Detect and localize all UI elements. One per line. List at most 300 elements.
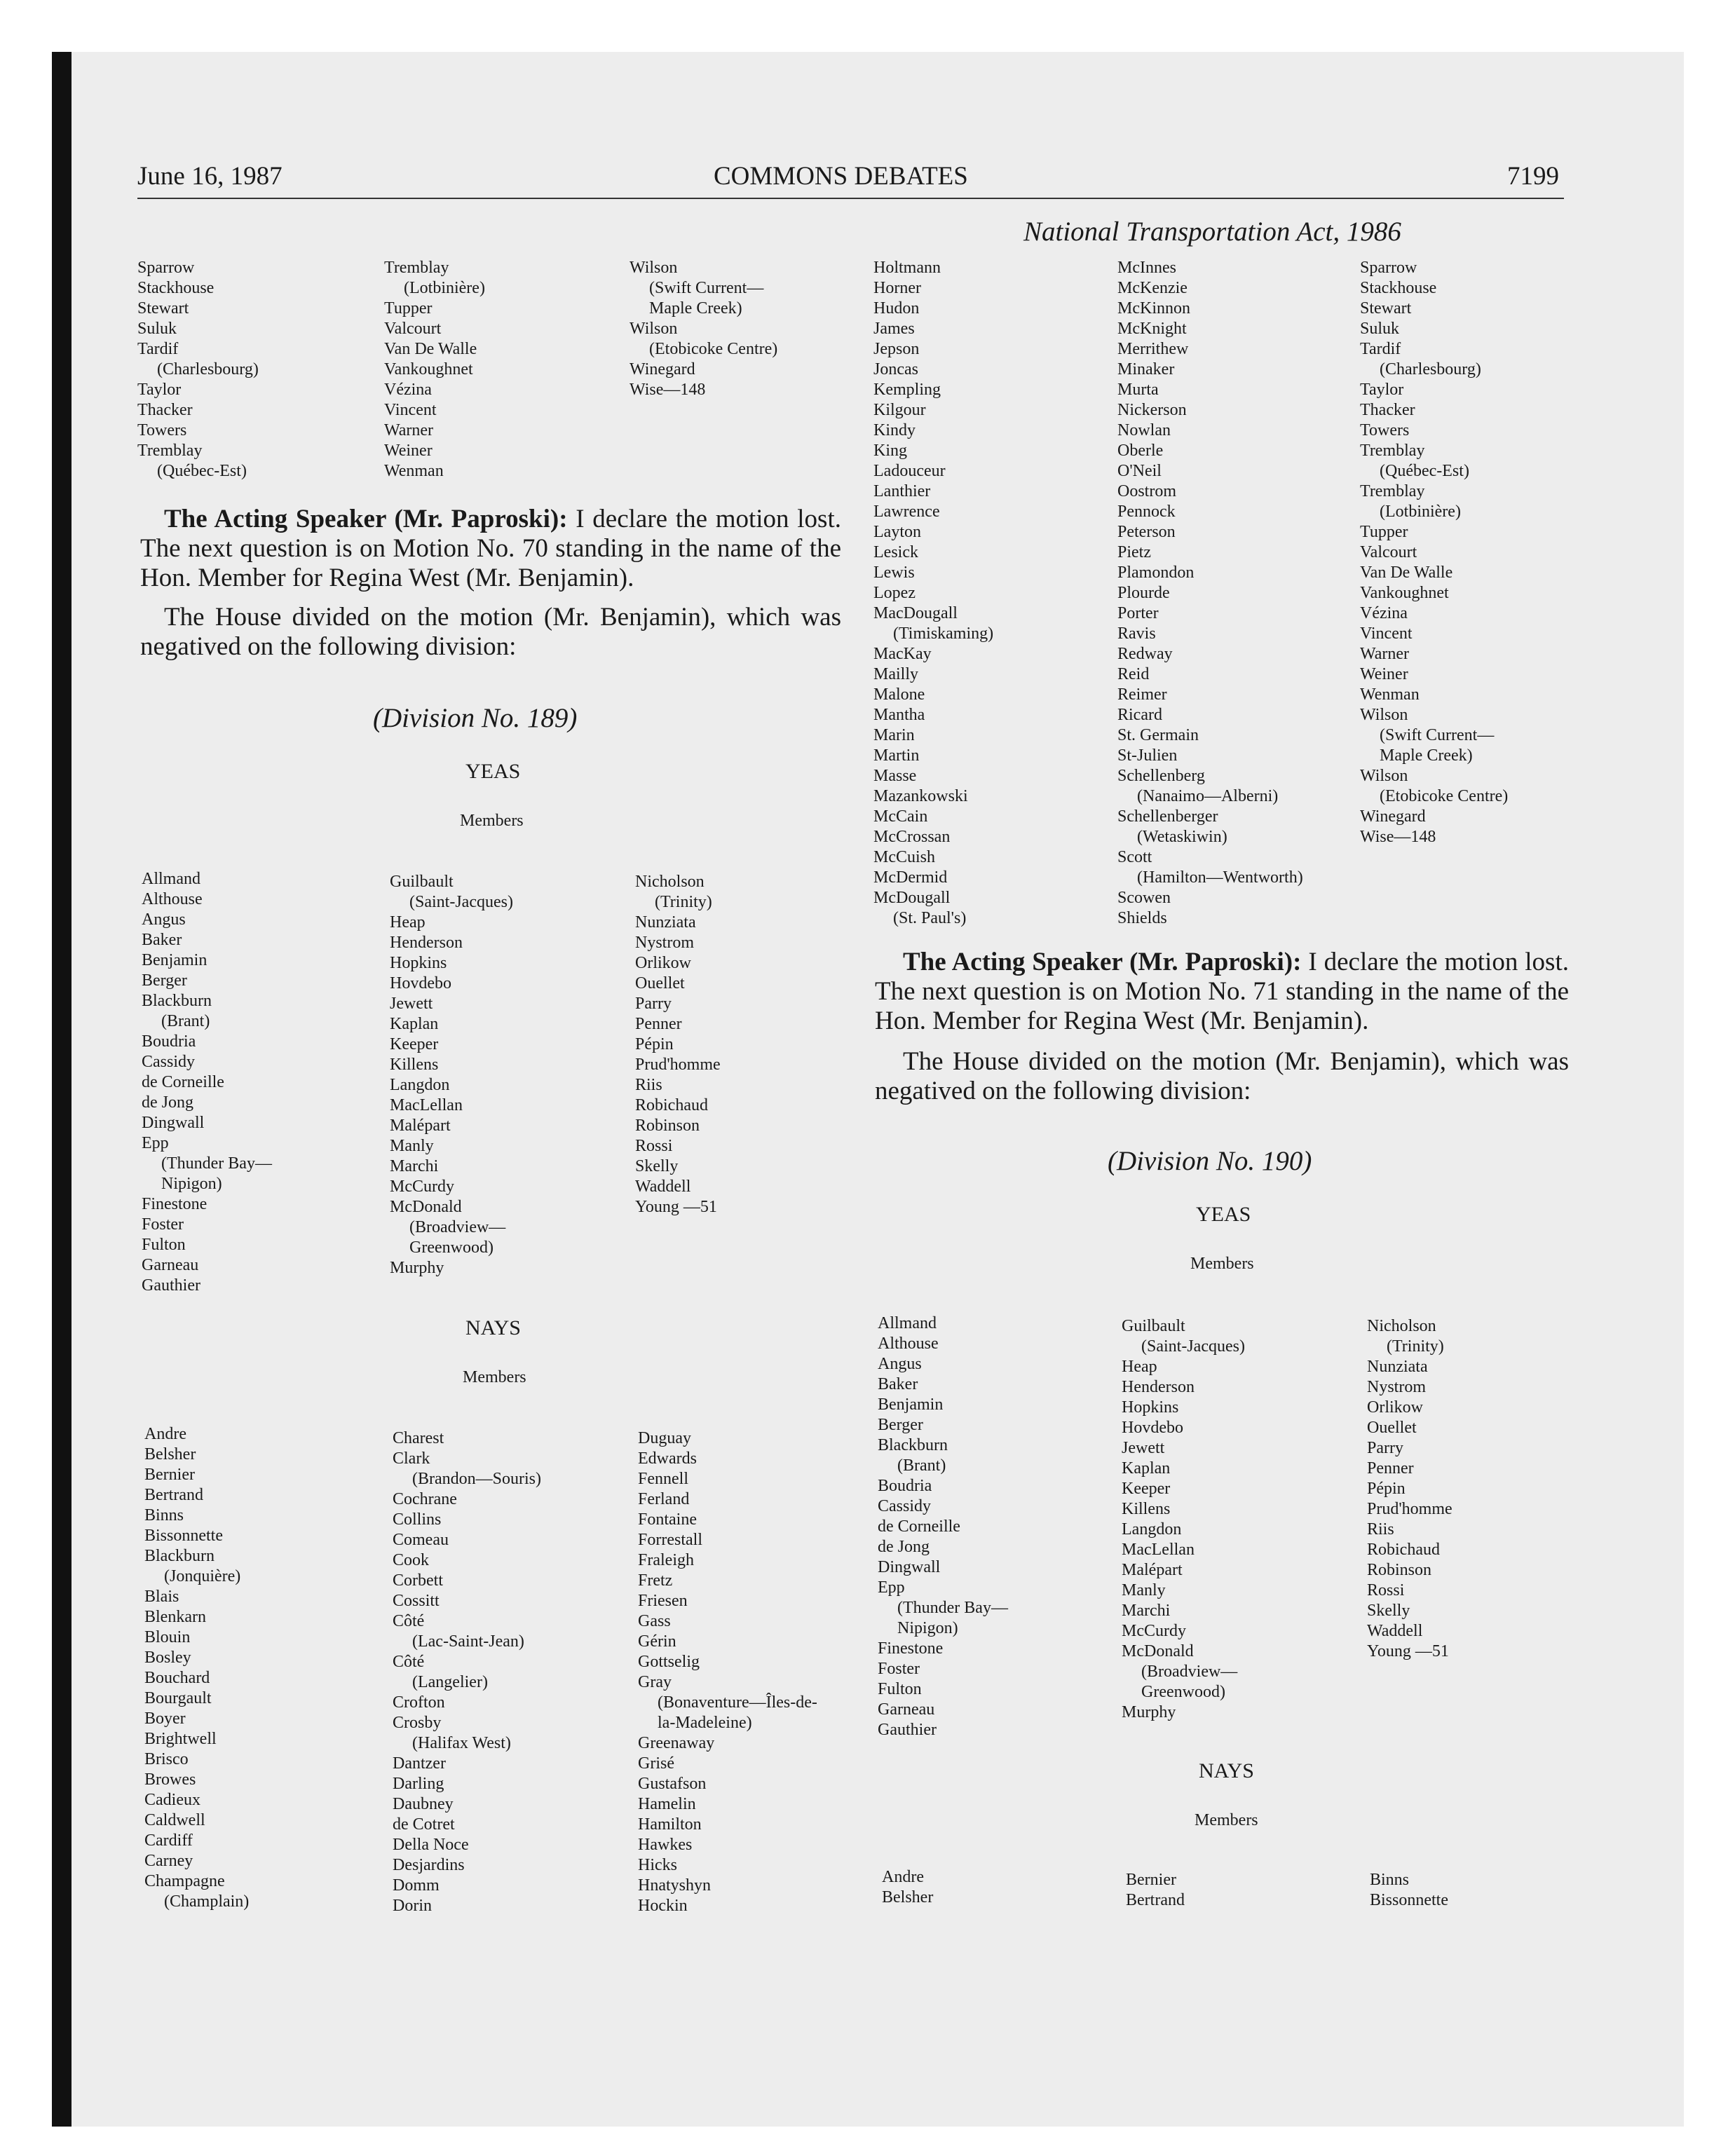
member-name: Gray (638, 1673, 672, 1691)
right-yeas-col-2 (1122, 1316, 1245, 1723)
member-name: Hockin (638, 1897, 688, 1915)
member-name: (Charlesbourg) (1380, 360, 1481, 378)
member-name: (Brant) (161, 1012, 210, 1030)
member-name: Fennell (638, 1470, 688, 1488)
member-name: Brisco (144, 1750, 189, 1768)
member-name: Ladouceur (873, 462, 946, 480)
member-name: (Broadview— (409, 1218, 506, 1236)
member-name: Tremblay (1360, 482, 1425, 500)
member-name: Cochrane (393, 1490, 457, 1508)
member-name: de Jong (878, 1538, 930, 1556)
member-name: MacLellan (1122, 1541, 1195, 1559)
member-name: Manly (1122, 1581, 1166, 1599)
member-name: Wilson (630, 259, 678, 277)
member-name: Riis (635, 1076, 662, 1094)
member-name: Garneau (142, 1256, 199, 1274)
member-name: (Halifax West) (412, 1734, 511, 1752)
member-name: Winegard (1360, 807, 1426, 826)
member-name: Blackburn (142, 992, 212, 1010)
member-name: Parry (1367, 1439, 1403, 1457)
member-name: Wilson (1360, 706, 1408, 724)
member-name: (Swift Current— (1380, 726, 1495, 744)
member-name: (Etobicoke Centre) (1380, 787, 1509, 805)
member-name: Benjamin (878, 1396, 944, 1414)
member-name: Hawkes (638, 1836, 693, 1854)
member-name: Cardiff (144, 1831, 193, 1850)
member-name: Tremblay (137, 442, 203, 460)
member-name: (Charlesbourg) (157, 360, 259, 378)
left-nays-col-3 (638, 1428, 817, 1916)
member-name: Lawrence (873, 503, 940, 521)
member-name: Nicholson (1367, 1317, 1436, 1335)
member-name: Brightwell (144, 1730, 217, 1748)
member-name: Maple Creek) (1380, 746, 1473, 765)
member-name: Marin (873, 726, 915, 744)
member-name: Hopkins (1122, 1398, 1179, 1417)
member-name: Holtmann (873, 259, 941, 277)
member-name: Cadieux (144, 1791, 200, 1809)
member-name: Nystrom (1367, 1378, 1426, 1396)
right-yeas-col-1 (878, 1314, 1008, 1740)
member-name: Rossi (635, 1137, 673, 1155)
member-name: Belsher (144, 1445, 196, 1464)
member-name: Vincent (384, 401, 437, 419)
member-name: Foster (878, 1660, 920, 1678)
member-name: Robichaud (635, 1096, 708, 1114)
member-name: Charest (393, 1429, 444, 1447)
member-name: Baker (142, 931, 182, 949)
member-name: Allmand (878, 1314, 937, 1332)
scan-edge-bar (52, 52, 72, 2127)
member-name: Hovdebo (1122, 1419, 1183, 1437)
member-name: Edwards (638, 1449, 697, 1468)
left-yeas-members-label: Members (460, 812, 524, 830)
member-name: St. Germain (1117, 726, 1199, 744)
member-name: MacKay (873, 645, 932, 663)
member-name: Althouse (142, 890, 203, 908)
member-name: Bertrand (144, 1486, 203, 1504)
member-name: Suluk (137, 320, 177, 338)
member-name: (Saint-Jacques) (1141, 1337, 1245, 1356)
member-name: (Trinity) (655, 893, 712, 911)
member-name: Guilbault (390, 873, 454, 891)
member-name: Schellenberg (1117, 767, 1205, 785)
left-yeas-col-3 (635, 872, 721, 1217)
member-name: Grisé (638, 1754, 674, 1773)
member-name: Towers (137, 421, 187, 439)
member-name: MacLellan (390, 1096, 463, 1114)
member-name: Plourde (1117, 584, 1170, 602)
member-name: Fontaine (638, 1510, 697, 1529)
left-yeas-col-1 (142, 869, 272, 1296)
member-name: Angus (878, 1355, 922, 1373)
member-name: Kaplan (1122, 1459, 1171, 1478)
member-name: Friesen (638, 1592, 688, 1610)
member-name: Caldwell (144, 1811, 205, 1829)
member-name: Gauthier (142, 1276, 200, 1295)
member-name: Belsher (882, 1888, 934, 1906)
member-name: Vankoughnet (1360, 584, 1449, 602)
member-name: Wise—148 (630, 381, 706, 399)
member-name: Martin (873, 746, 920, 765)
member-name: Bouchard (144, 1669, 210, 1687)
member-name: (Timiskaming) (893, 625, 994, 643)
member-name: Cook (393, 1551, 430, 1569)
member-name: Lesick (873, 543, 918, 561)
member-name: Peterson (1117, 523, 1176, 541)
member-name: Fretz (638, 1571, 673, 1590)
member-name: Henderson (390, 934, 463, 952)
member-name: Desjardins (393, 1856, 465, 1874)
right-nays-col-3 (1370, 1870, 1448, 1911)
member-name: Robichaud (1367, 1541, 1440, 1559)
member-name: de Corneille (878, 1517, 960, 1536)
right-top-nays-col-1 (873, 258, 993, 929)
member-name: Ferland (638, 1490, 690, 1508)
member-name: McCurdy (1122, 1622, 1186, 1640)
member-name: Penner (1367, 1459, 1414, 1478)
member-name: Tremblay (384, 259, 449, 277)
member-name: Côté (393, 1653, 425, 1671)
member-name: Young —51 (1367, 1642, 1449, 1660)
member-name: Pépin (635, 1035, 674, 1053)
right-nays-members-label: Members (1195, 1811, 1258, 1829)
member-name: Tardif (1360, 340, 1401, 358)
right-top-nays-col-2 (1117, 258, 1303, 929)
member-name: Wilson (1360, 767, 1408, 785)
member-name: King (873, 442, 907, 460)
member-name: Bernier (1126, 1871, 1176, 1889)
member-name: Schellenberger (1117, 807, 1218, 826)
member-name: Fulton (878, 1680, 922, 1698)
member-name: (Jonquière) (164, 1567, 241, 1585)
member-name: Skelly (1367, 1602, 1410, 1620)
member-name: Wenman (384, 462, 444, 480)
member-name: Bernier (144, 1466, 195, 1484)
member-name: Nystrom (635, 934, 694, 952)
member-name: (Bonaventure—Îles-de- (658, 1693, 817, 1712)
member-name: Andre (144, 1425, 186, 1443)
member-name: la-Madeleine) (658, 1714, 752, 1732)
member-name: Althouse (878, 1335, 939, 1353)
member-name: Shields (1117, 909, 1167, 927)
member-name: Boudria (142, 1032, 196, 1051)
member-name: Van De Walle (384, 340, 477, 358)
member-name: Boyer (144, 1710, 186, 1728)
member-name: Warner (1360, 645, 1410, 663)
member-name: Joncas (873, 360, 918, 378)
member-name: Vankoughnet (384, 360, 473, 378)
member-name: Angus (142, 910, 186, 929)
member-name: (Québec-Est) (1380, 462, 1469, 480)
member-name: Gustafson (638, 1775, 707, 1793)
member-name: Reid (1117, 665, 1150, 683)
member-name: Nipigon) (897, 1619, 958, 1637)
member-name: Marchi (1122, 1602, 1171, 1620)
member-name: Daubney (393, 1795, 454, 1813)
member-name: Berger (878, 1416, 923, 1434)
member-name: Tupper (384, 299, 433, 318)
member-name: Marchi (390, 1157, 439, 1175)
member-name: Maple Creek) (649, 299, 742, 318)
member-name: Cassidy (142, 1053, 196, 1071)
member-name: Nicholson (635, 873, 705, 891)
member-name: Riis (1367, 1520, 1394, 1538)
member-name: (Saint-Jacques) (409, 893, 513, 911)
member-name: Manly (390, 1137, 434, 1155)
member-name: McDonald (1122, 1642, 1194, 1660)
member-name: Carney (144, 1852, 193, 1870)
header-rule (137, 198, 1564, 199)
header-date: June 16, 1987 (137, 162, 283, 191)
right-house-divided-paragraph: The House divided on the motion (Mr. Benjamin), which was negatived on the following division: (875, 1047, 1569, 1105)
member-name: (Lotbinière) (1380, 503, 1461, 521)
member-name: Bissonnette (1370, 1891, 1448, 1909)
member-name: Champagne (144, 1872, 225, 1890)
member-name: Reimer (1117, 685, 1167, 704)
member-name: Blouin (144, 1628, 191, 1646)
member-name: Ravis (1117, 625, 1156, 643)
member-name: Kempling (873, 381, 941, 399)
member-name: Kindy (873, 421, 916, 439)
member-name: Minaker (1117, 360, 1175, 378)
member-name: McCrossan (873, 828, 951, 846)
left-top-nays-col-1 (137, 258, 259, 482)
member-name: Tardif (137, 340, 179, 358)
member-name: Plamondon (1117, 564, 1195, 582)
member-name: Garneau (878, 1700, 935, 1719)
member-name: Blenkarn (144, 1608, 206, 1626)
member-name: McCuish (873, 848, 936, 866)
member-name: (Hamilton—Wentworth) (1137, 868, 1303, 887)
right-division-title: (Division No. 190) (1108, 1146, 1312, 1176)
member-name: Ouellet (635, 974, 685, 992)
member-name: Murphy (1122, 1703, 1176, 1721)
member-name: Vincent (1360, 625, 1413, 643)
member-name: Oostrom (1117, 482, 1176, 500)
member-name: Crofton (393, 1693, 445, 1712)
member-name: Heap (390, 913, 426, 932)
member-name: Hamelin (638, 1795, 696, 1813)
member-name: Jewett (390, 995, 433, 1013)
member-name: Kaplan (390, 1015, 439, 1033)
member-name: James (873, 320, 915, 338)
left-nays-col-2 (393, 1428, 541, 1916)
member-name: Taylor (1360, 381, 1404, 399)
member-name: Foster (142, 1215, 184, 1234)
member-name: Greenaway (638, 1734, 715, 1752)
left-house-divided-paragraph: The House divided on the motion (Mr. Benjamin), which was negatived on the following division: (140, 603, 841, 661)
member-name: Waddell (1367, 1622, 1423, 1640)
member-name: Porter (1117, 604, 1159, 622)
member-name: Malépart (1122, 1561, 1183, 1579)
member-name: Kilgour (873, 401, 926, 419)
left-nays-members-label: Members (463, 1368, 526, 1386)
left-yeas-col-2 (390, 872, 513, 1278)
member-name: McKenzie (1117, 279, 1188, 297)
member-name: (St. Paul's) (893, 909, 967, 927)
member-name: Côté (393, 1612, 425, 1630)
member-name: Valcourt (384, 320, 442, 338)
member-name: Rossi (1367, 1581, 1405, 1599)
member-name: Vézina (1360, 604, 1408, 622)
member-name: St-Julien (1117, 746, 1178, 765)
member-name: (Etobicoke Centre) (649, 340, 778, 358)
member-name: Stackhouse (1360, 279, 1437, 297)
member-name: Scott (1117, 848, 1152, 866)
member-name: Layton (873, 523, 921, 541)
member-name: Allmand (142, 870, 200, 888)
member-name: Van De Walle (1360, 564, 1453, 582)
member-name: Dingwall (878, 1558, 941, 1576)
right-nays-col-2 (1126, 1870, 1185, 1911)
member-name: Domm (393, 1876, 440, 1895)
member-name: Forrestall (638, 1531, 702, 1549)
member-name: Bertrand (1126, 1891, 1185, 1909)
member-name: Winegard (630, 360, 695, 378)
member-name: (Lotbinière) (404, 279, 485, 297)
member-name: Robinson (1367, 1561, 1432, 1579)
member-name: Hudon (873, 299, 920, 318)
member-name: (Nanaimo—Alberni) (1137, 787, 1279, 805)
member-name: Stewart (1360, 299, 1412, 318)
member-name: Waddell (635, 1178, 691, 1196)
left-top-nays-col-3 (630, 258, 777, 400)
member-name: Ricard (1117, 706, 1162, 724)
left-speaker-paragraph (140, 505, 841, 593)
member-name: (Langelier) (412, 1673, 488, 1691)
member-name: McCain (873, 807, 928, 826)
member-name: Blackburn (878, 1436, 948, 1454)
member-name: Keeper (1122, 1480, 1171, 1498)
right-speaker-paragraph (875, 948, 1569, 1036)
member-name: Dingwall (142, 1114, 205, 1132)
member-name: Browes (144, 1770, 196, 1789)
member-name: Baker (878, 1375, 918, 1393)
member-name: (Broadview— (1141, 1663, 1238, 1681)
member-name: Finestone (142, 1195, 207, 1213)
member-name: Young —51 (635, 1198, 717, 1216)
member-name: (Thunder Bay— (161, 1154, 272, 1173)
member-name: Taylor (137, 381, 182, 399)
member-name: Lopez (873, 584, 916, 602)
member-name: Hopkins (390, 954, 447, 972)
member-name: (Lac-Saint-Jean) (412, 1632, 524, 1651)
member-name: Clark (393, 1449, 430, 1468)
member-name: Blackburn (144, 1547, 215, 1565)
member-name: Keeper (390, 1035, 439, 1053)
right-speaker-name: The Acting Speaker (Mr. Paproski): (903, 948, 1302, 976)
left-nays-label: NAYS (465, 1316, 521, 1339)
member-name: Nowlan (1117, 421, 1171, 439)
member-name: Crosby (393, 1714, 442, 1732)
member-name: Lewis (873, 564, 915, 582)
member-name: Merrithew (1117, 340, 1189, 358)
member-name: Hovdebo (390, 974, 451, 992)
member-name: Binns (1370, 1871, 1410, 1889)
member-name: Comeau (393, 1531, 449, 1549)
member-name: (Brandon—Souris) (412, 1470, 541, 1488)
left-division-title: (Division No. 189) (373, 703, 578, 733)
member-name: (Wetaskiwin) (1137, 828, 1227, 846)
member-name: Murphy (390, 1259, 444, 1277)
member-name: McDougall (873, 889, 951, 907)
member-name: Hamilton (638, 1815, 702, 1834)
member-name: Pépin (1367, 1480, 1406, 1498)
member-name: (Champlain) (164, 1892, 250, 1911)
member-name: Stackhouse (137, 279, 215, 297)
member-name: Nunziata (1367, 1358, 1428, 1376)
member-name: de Corneille (142, 1073, 224, 1091)
member-name: Cassidy (878, 1497, 932, 1515)
member-name: Nipigon) (161, 1175, 222, 1193)
member-name: (Québec-Est) (157, 462, 247, 480)
member-name: Bourgault (144, 1689, 212, 1707)
member-name: Wenman (1360, 685, 1420, 704)
member-name: Horner (873, 279, 921, 297)
right-speaker-text: I declare the motion lost. The next question is on Motion No. 71 standing in the name of the Hon. Member for Regina West (Mr. Benjamin). (875, 948, 1569, 1035)
member-name: Killens (1122, 1500, 1171, 1518)
member-name: Heap (1122, 1358, 1157, 1376)
member-name: Tupper (1360, 523, 1408, 541)
member-name: Pietz (1117, 543, 1151, 561)
left-top-nays-col-2 (384, 258, 485, 482)
member-name: Prud'homme (635, 1056, 721, 1074)
member-name: de Cotret (393, 1815, 455, 1834)
member-name: Bosley (144, 1649, 191, 1667)
member-name: McDermid (873, 868, 948, 887)
member-name: MacDougall (873, 604, 958, 622)
member-name: Cossitt (393, 1592, 440, 1610)
member-name: McKnight (1117, 320, 1187, 338)
member-name: Langdon (1122, 1520, 1182, 1538)
member-name: Della Noce (393, 1836, 469, 1854)
member-name: Epp (878, 1578, 905, 1597)
member-name: Corbett (393, 1571, 443, 1590)
member-name: McDonald (390, 1198, 462, 1216)
member-name: Parry (635, 995, 672, 1013)
member-name: Blais (144, 1588, 179, 1606)
member-name: Henderson (1122, 1378, 1195, 1396)
member-name: Gottselig (638, 1653, 700, 1671)
member-name: Langdon (390, 1076, 450, 1094)
member-name: McInnes (1117, 259, 1176, 277)
right-yeas-col-3 (1367, 1316, 1452, 1662)
member-name: Duguay (638, 1429, 691, 1447)
member-name: Masse (873, 767, 917, 785)
member-name: Valcourt (1360, 543, 1417, 561)
member-name: Tremblay (1360, 442, 1425, 460)
member-name: Penner (635, 1015, 682, 1033)
member-name: Oberle (1117, 442, 1164, 460)
member-name: Finestone (878, 1639, 944, 1658)
member-name: Mailly (873, 665, 918, 683)
header-title: COMMONS DEBATES (714, 162, 968, 191)
left-nays-col-1 (144, 1424, 249, 1912)
member-name: (Brant) (897, 1456, 946, 1475)
member-name: Scowen (1117, 889, 1171, 907)
member-name: Nunziata (635, 913, 696, 932)
right-top-nays-col-3 (1360, 258, 1508, 847)
member-name: McCurdy (390, 1178, 454, 1196)
member-name: Malone (873, 685, 925, 704)
member-name: O'Neil (1117, 462, 1162, 480)
member-name: Stewart (137, 299, 189, 318)
member-name: Killens (390, 1056, 439, 1074)
member-name: Prud'homme (1367, 1500, 1452, 1518)
member-name: Dantzer (393, 1754, 446, 1773)
member-name: Weiner (384, 442, 433, 460)
